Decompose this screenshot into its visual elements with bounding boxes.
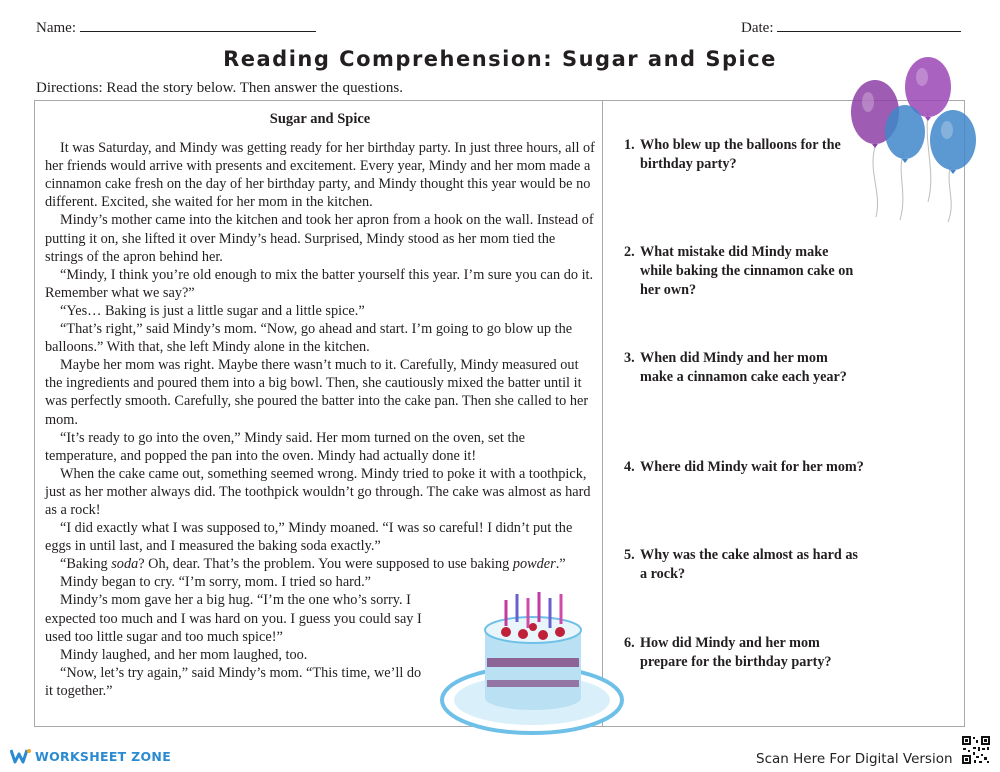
story-paragraph: Mindy began to cry. “I’m sorry, mom. I tried so hard.” [60, 574, 372, 591]
birthday-cake-icon [440, 588, 625, 738]
question-number: 6. [624, 635, 635, 651]
story-paragraph: “Yes… Baking is just a little sugar and a little spice.” [60, 302, 365, 319]
text-run: “Baking [60, 556, 112, 573]
text-run: ? Oh, dear. That’s the problem. You were supposed to use baking [138, 556, 513, 573]
question-number: 2. [624, 244, 635, 260]
page-title: Reading Comprehension: Sugar and Spice [223, 47, 777, 71]
question-number: 5. [624, 547, 635, 563]
date-field [741, 18, 961, 37]
story-paragraph: “That’s right,” said Mindy’s mom. “Now, go ahead and start. I’m going to go blow up the balloons.” With that, she left Mindy alone in the kitchen. [45, 321, 573, 356]
scan-text: Scan Here For Digital Version [756, 751, 953, 767]
story-paragraph: It was Saturday, and Mindy was getting ready for her birthday party. In just three hours, all of her friends would arrive with presents and excitement. Every year, Mindy and her mom made a cinnamon cake fresh on the day of her birthday party, and Mindy thought this year would be no different. Excited, she waited for her mom in the kitchen. [45, 140, 595, 211]
question-6 [624, 634, 864, 672]
directions: Directions: Read the story below. Then answer the questions. [36, 80, 404, 96]
balloons-icon [848, 52, 983, 227]
question-4 [624, 458, 864, 477]
qr-code-icon[interactable] [961, 735, 991, 765]
italic-powder: powder [512, 556, 556, 573]
story-paragraph: Mindy’s mom gave her a big hug. “I’m the one who’s sorry. I expected too much and I was hard on you. I guess you could say I used too little sugar and too much spice!” [45, 592, 422, 645]
story-paragraph: Mindy’s mother came into the kitchen and took her apron from a hook on the wall. Instead of putting it on, she lifted it over Mindy’s head. Surprised, Mindy stood as her mom tied the strings of the apron behind her. [45, 212, 594, 265]
w-logo-icon [10, 748, 32, 764]
story-paragraph: “It’s ready to go into the oven,” Mindy said. Her mom turned on the oven, set the temperature, and popped the pan into the oven. Mindy had actually done it! [45, 429, 525, 464]
question-number: 4. [624, 459, 635, 475]
question-number: 3. [624, 350, 635, 366]
italic-soda: soda [111, 556, 139, 573]
text-run: .” [555, 556, 566, 573]
date-label: Date: [741, 20, 774, 36]
question-2 [624, 243, 864, 300]
story-paragraph: Maybe her mom was right. Maybe there wasn’t much to it. Carefully, Mindy measured out the ingredients and poured them into a big bowl. Then, she cautiously mixed the batter until it was perfectly smooth. Carefully, she poured the batter into the cake pan. Then she called to her mom. [45, 357, 589, 428]
story-paragraph: “I did exactly what I was supposed to,” Mindy moaned. “I was so careful! I didn’t put the eggs in until last, and I measured the baking soda exactly.” [45, 520, 573, 555]
story-paragraph: “Mindy, I think you’re old enough to mix the batter yourself this year. I’m sure you can do it. Remember what we say?” [45, 266, 594, 301]
story-paragraph: When the cake came out, something seemed wrong. Mindy tried to poke it with a toothpick, just as her mother always did. The toothpick wouldn’t go through. The cake was almost as hard as a rock! [45, 465, 591, 518]
question-text: Who blew up the balloons for the birthday party? [640, 137, 841, 172]
name-label: Name: [36, 20, 76, 36]
story-title: Sugar and Spice [269, 111, 371, 127]
question-number: 1. [624, 137, 635, 153]
brand-name: WORKSHEET ZONE [35, 748, 172, 764]
story-paragraph [45, 555, 595, 573]
name-blank[interactable] [80, 18, 316, 32]
question-5 [624, 546, 864, 584]
question-1 [624, 136, 864, 174]
story-paragraph: “Now, let’s try again,” said Mindy’s mom. “This time, we’ll do it together.” [45, 664, 422, 699]
name-field [36, 18, 316, 37]
question-text: Where did Mindy wait for her mom? [640, 459, 864, 475]
date-blank[interactable] [777, 18, 961, 32]
question-text: What mistake did Mindy make while baking the cinnamon cake on her own? [640, 244, 854, 298]
question-text: How did Mindy and her mom prepare for the birthday party? [640, 635, 832, 670]
question-3 [624, 349, 864, 387]
question-text: When did Mindy and her mom make a cinnamon cake each year? [640, 350, 847, 385]
question-text: Why was the cake almost as hard as a rock? [640, 547, 858, 582]
story-paragraph: Mindy laughed, and her mom laughed, too. [60, 646, 308, 663]
worksheet-zone-logo [10, 748, 171, 764]
